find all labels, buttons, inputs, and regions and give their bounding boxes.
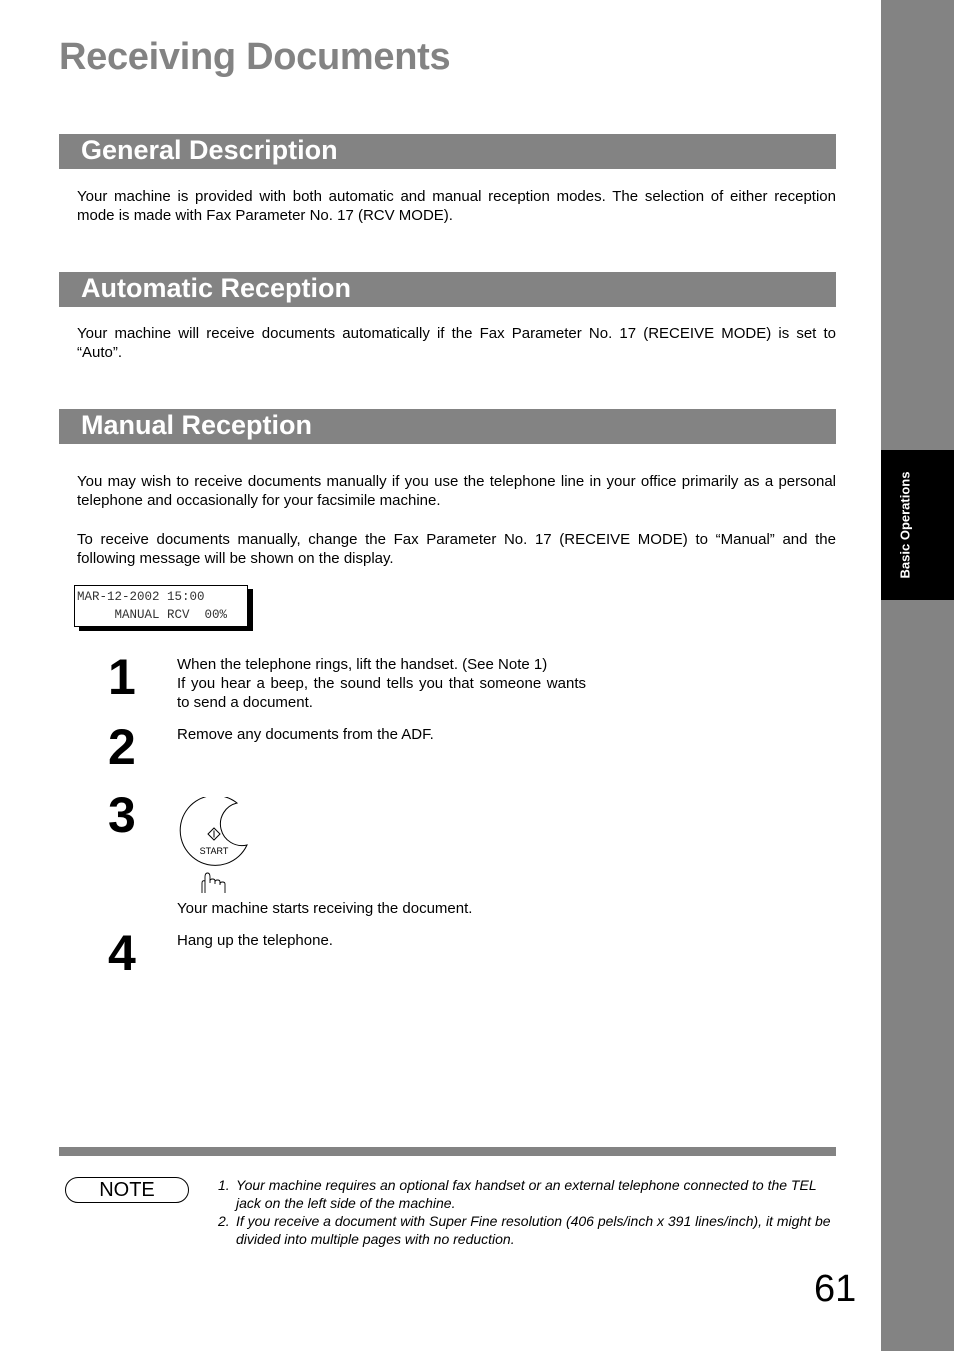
page-title: Receiving Documents [59,36,451,78]
step-number-1: 1 [108,649,136,705]
section-heading-manual: Manual Reception [59,409,836,444]
lcd-line-2: MANUAL RCV 00% [77,608,228,622]
lcd-line-1: MAR-12-2002 15:00 [77,590,205,604]
step-number-3: 3 [108,787,136,843]
note-item-1-number: 1. [218,1177,230,1193]
page-number: 61 [814,1268,857,1310]
lcd-display [74,585,248,627]
note-list [218,1176,836,1248]
step-2-text: Remove any documents from the ADF. [177,726,434,743]
general-description-text: Your machine is provided with both automatic and manual reception modes. The selection of either reception mode is made with Fax Parameter No. 17 (RCV MODE). [77,188,836,224]
step-number-2: 2 [108,719,136,775]
section-heading-general: General Description [59,134,836,169]
side-margin-bar [881,0,954,1351]
start-button-illustration [176,797,256,902]
step-1-text-line-1: When the telephone rings, lift the handset. (See Note 1) [177,656,548,673]
step-4-text: Hang up the telephone. [177,932,333,949]
start-key-icon [176,797,256,897]
note-item-1 [218,1176,836,1212]
manual-reception-text-1: You may wish to receive documents manually if you use the telephone line in your office primarily as a personal telephone and occasionally for your facsimile machine. [77,473,836,509]
step-number-4: 4 [108,925,136,981]
manual-reception-text-2: To receive documents manually, change the Fax Parameter No. 17 (RECEIVE MODE) to “Manual” and the following message will be shown on the display. [77,531,836,567]
note-divider [59,1147,836,1156]
note-badge: NOTE [65,1177,189,1203]
note-item-2-number: 2. [218,1213,230,1229]
chapter-tab [881,450,954,600]
section-heading-automatic: Automatic Reception [59,272,836,307]
step-1-text-line-2: If you hear a beep, the sound tells you that someone wants to send a document. [177,675,586,711]
finger-press-icon [202,873,225,893]
step-3-text: Your machine starts receiving the document. [177,900,473,917]
note-item-2 [218,1212,836,1248]
note-item-1-text: Your machine requires an optional fax handset or an external telephone connected to the TEL jack on the left side of the machine. [236,1177,817,1211]
note-item-2-text: If you receive a document with Super Fine resolution (406 pels/inch x 391 lines/inch), it might be divided into multiple pages with no reduction. [236,1213,831,1247]
svg-text:START: START [199,846,229,856]
automatic-reception-text: Your machine will receive documents automatically if the Fax Parameter No. 17 (RECEIVE MODE) is set to “Auto”. [77,325,836,361]
